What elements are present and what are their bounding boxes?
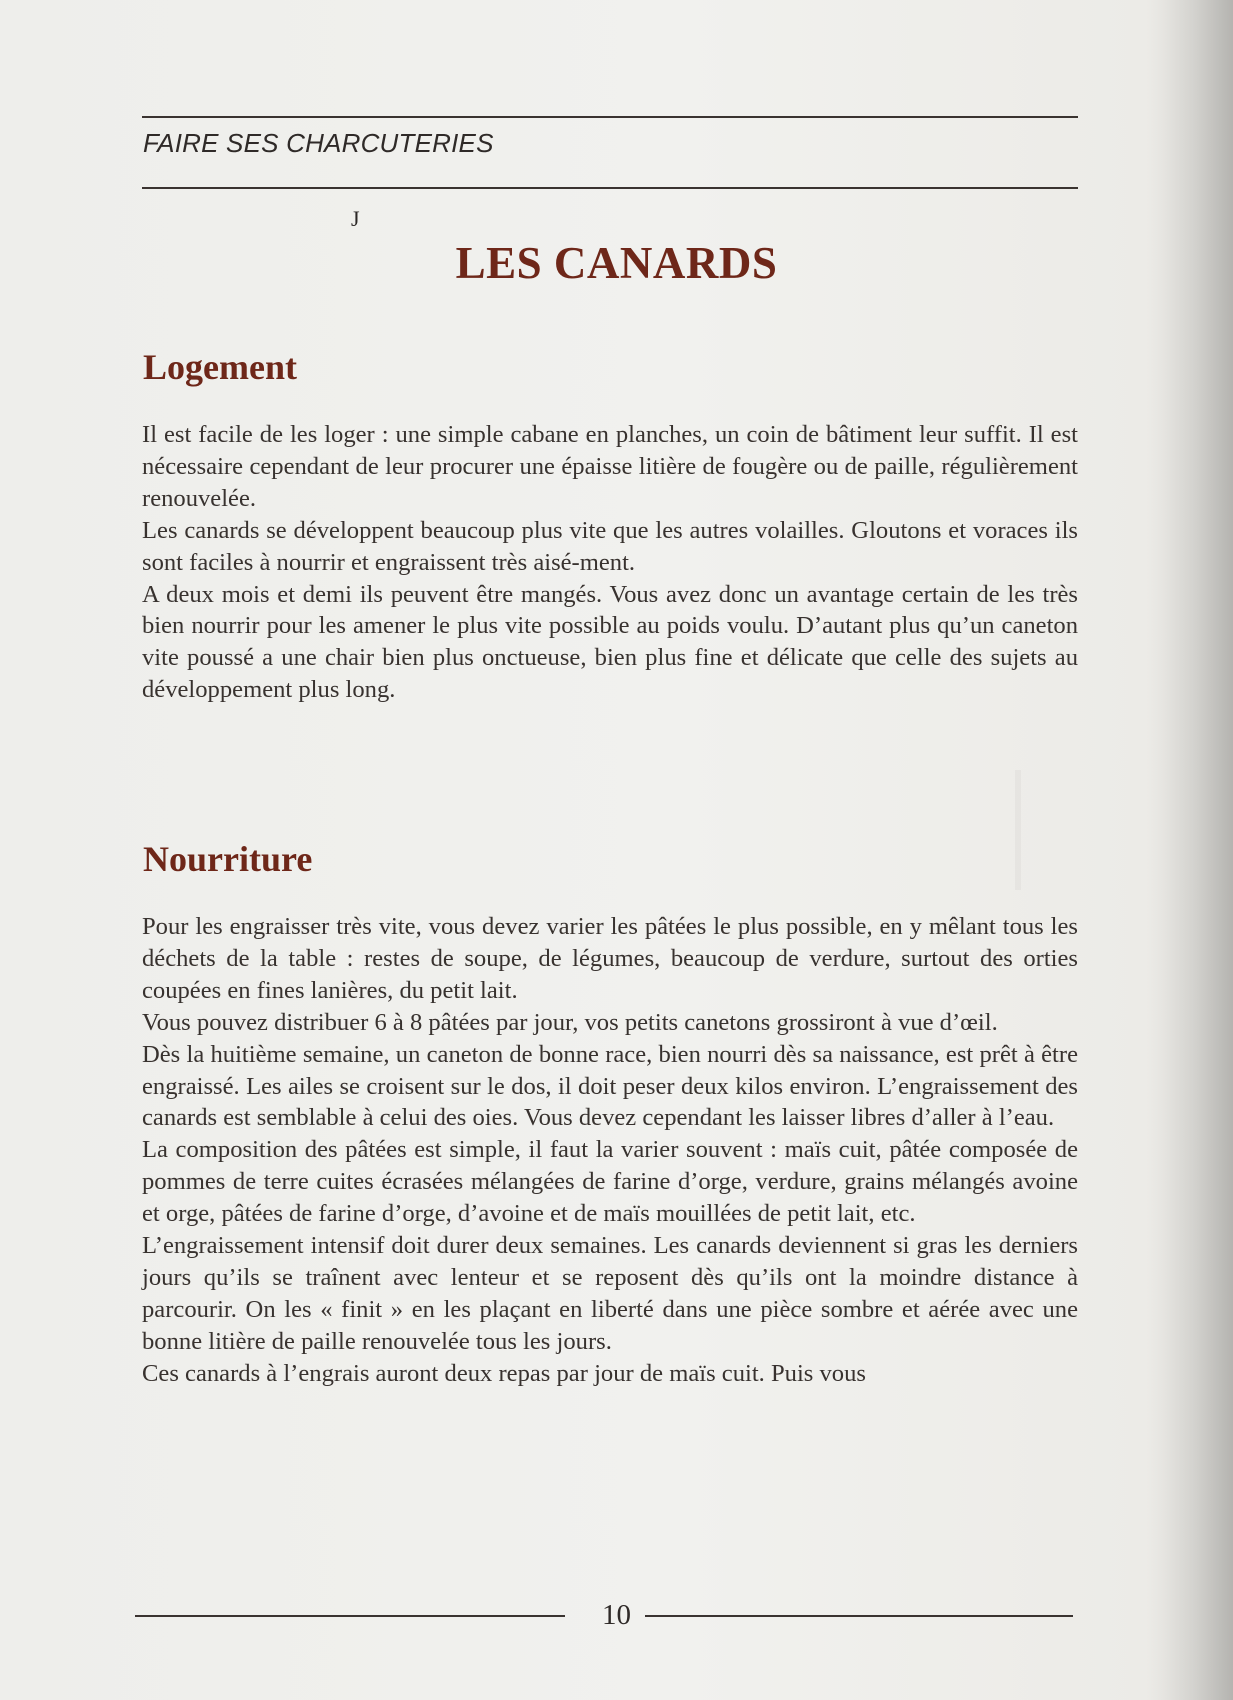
section-body-nourriture	[142, 911, 1078, 1390]
page-number: 10	[602, 1599, 631, 1631]
paragraph: Dès la huitième semaine, un caneton de bonne race, bien nourri dès sa naissance, est prêt à être engraissé. Les ailes se croisent sur le dos, il doit peser deux kilos environ. L’engraissement des canards est semblable à celui des oies. Vous devez cependant les laisser libres d’aller à l’eau.	[142, 1040, 1078, 1132]
paragraph: Il est facile de les loger : une simple cabane en planches, un coin de bâtiment leur suffit. Il est nécessaire cependant de leur procurer une épaisse litière de fougère ou de paille, régulièrement renouvelée.	[142, 421, 1078, 512]
paragraph: La composition des pâtées est simple, il faut la varier souvent : maïs cuit, pâtée composée de pommes de terre cuites écrasées mélangées de farine d’orge, verdure, grains mélangés avoine et orge, pâtées de farine d’orge, d’avoine et de maïs mouillées de petit lait, etc.	[142, 1136, 1078, 1228]
paragraph: L’engraissement intensif doit durer deux semaines. Les canards deviennent si gras les derniers jours qu’ils se traînent avec lenteur et se reposent dès qu’ils ont la moindre distance à parcourir. On les « finit » en les plaçant en liberté dans une pièce sombre et aérée avec une bonne litière de paille renouvelée tous les jours.	[142, 1232, 1078, 1355]
section-body-logement	[142, 419, 1078, 706]
running-head: FAIRE SES CHARCUTERIES	[143, 128, 494, 158]
header-bottom-rule	[142, 187, 1078, 189]
footer-right-rule	[645, 1615, 1073, 1617]
header-top-rule	[142, 116, 1078, 118]
paragraph: Vous pouvez distribuer 6 à 8 pâtées par jour, vos petits canetons grossiront à vue d’œil.	[142, 1008, 998, 1036]
stray-mark: J	[351, 206, 360, 231]
page-title: LES CANARDS	[455, 238, 778, 288]
section-heading-logement: Logement	[143, 347, 297, 387]
show-through-mark	[1015, 770, 1021, 890]
paragraph: Ces canards à l’engrais auront deux repas par jour de maïs cuit. Puis vous	[142, 1359, 866, 1387]
paragraph: Pour les engraisser très vite, vous devez varier les pâtées le plus possible, en y mêlant tous les déchets de la table : restes de soupe, de légumes, beaucoup de verdure, surtout des orties coupées en fines lanières, du petit lait.	[142, 913, 1078, 1004]
section-heading-nourriture: Nourriture	[143, 839, 313, 879]
paragraph: Les canards se développent beaucoup plus vite que les autres volailles. Gloutons et voraces ils sont faciles à nourrir et engraissent très aisé-ment.	[142, 516, 1078, 576]
paragraph: A deux mois et demi ils peuvent être mangés. Vous avez donc un avantage certain de les très bien nourrir pour les amener le plus vite possible au poids voulu. D’autant plus qu’un caneton vite poussé a une chair bien plus onctueuse, bien plus fine et délicate que celle des sujets au développement plus long.	[142, 580, 1078, 704]
